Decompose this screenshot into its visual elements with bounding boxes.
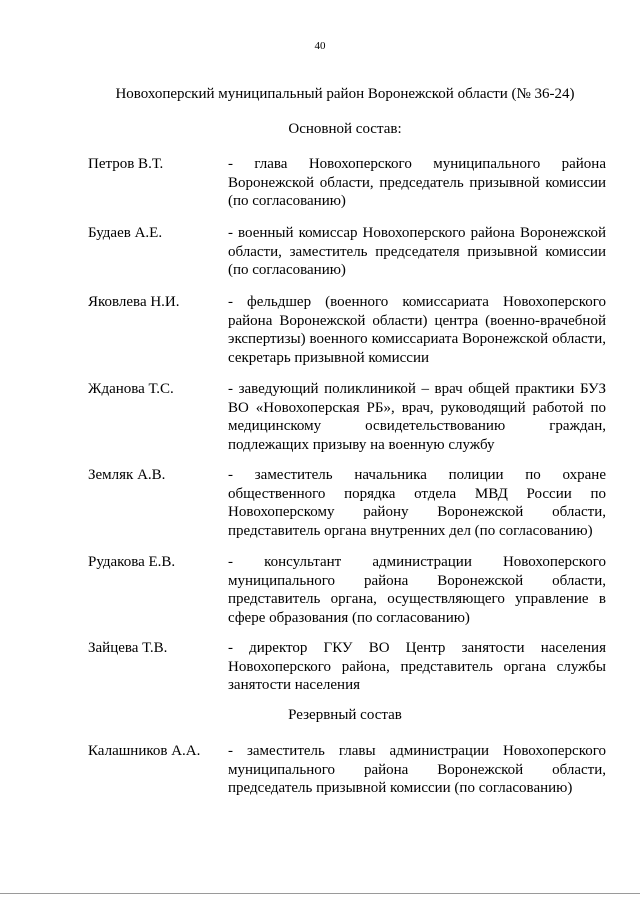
member-name: Будаев А.Е. bbox=[88, 225, 163, 241]
member-description: - глава Новохоперского муниципального района Воронежской области, председатель призывной комиссии (по согласованию) bbox=[228, 156, 606, 209]
member-description: - заведующий поликлиникой – врач общей практики БУЗ ВО «Новохоперская РБ», врач, руководящий работой по медицинскому освидетельствованию граждан, подлежащих призыву на военную службу bbox=[228, 381, 606, 453]
member-name: Жданова Т.С. bbox=[88, 381, 174, 397]
member-description: - фельдшер (военного комиссариата Новохоперского района Воронежской области) центра (военно-врачебной экспертизы) военного комиссариата Воронежской области, секретарь призывной комиссии bbox=[228, 294, 606, 366]
main-composition-heading: Основной состав: bbox=[288, 121, 402, 137]
member-name: Зайцева Т.В. bbox=[88, 640, 168, 656]
page-number: 40 bbox=[314, 40, 326, 52]
member-name: Яковлева Н.И. bbox=[88, 294, 180, 310]
member-description: - заместитель главы администрации Новохоперского муниципального района Воронежской области, председатель призывной комиссии (по согласованию) bbox=[228, 743, 606, 796]
reserve-composition-heading: Резервный состав bbox=[288, 707, 402, 723]
member-description: - военный комиссар Новохоперского района Воронежской области, заместитель председателя призывной комиссии (по согласованию) bbox=[228, 225, 606, 278]
member-name: Рудакова Е.В. bbox=[88, 554, 176, 570]
member-name: Петров В.Т. bbox=[88, 156, 164, 172]
member-name: Земляк А.В. bbox=[88, 467, 166, 483]
member-description: - директор ГКУ ВО Центр занятости населения Новохоперского района, представитель органа службы занятости населения bbox=[228, 640, 606, 693]
member-name: Калашников А.А. bbox=[88, 743, 201, 759]
member-description: - заместитель начальника полиции по охране общественного порядка отдела МВД России по Новохоперскому району Воронежской области, представитель органа внутренних дел (по согласованию) bbox=[228, 467, 606, 539]
bottom-rule bbox=[0, 893, 640, 894]
member-description: - консультант администрации Новохоперского муниципального района Воронежской области, представитель органа, осуществляющего управление в сфере образования (по согласованию) bbox=[228, 554, 606, 626]
district-title: Новохоперский муниципальный район Воронежской области (№ 36-24) bbox=[115, 86, 575, 102]
